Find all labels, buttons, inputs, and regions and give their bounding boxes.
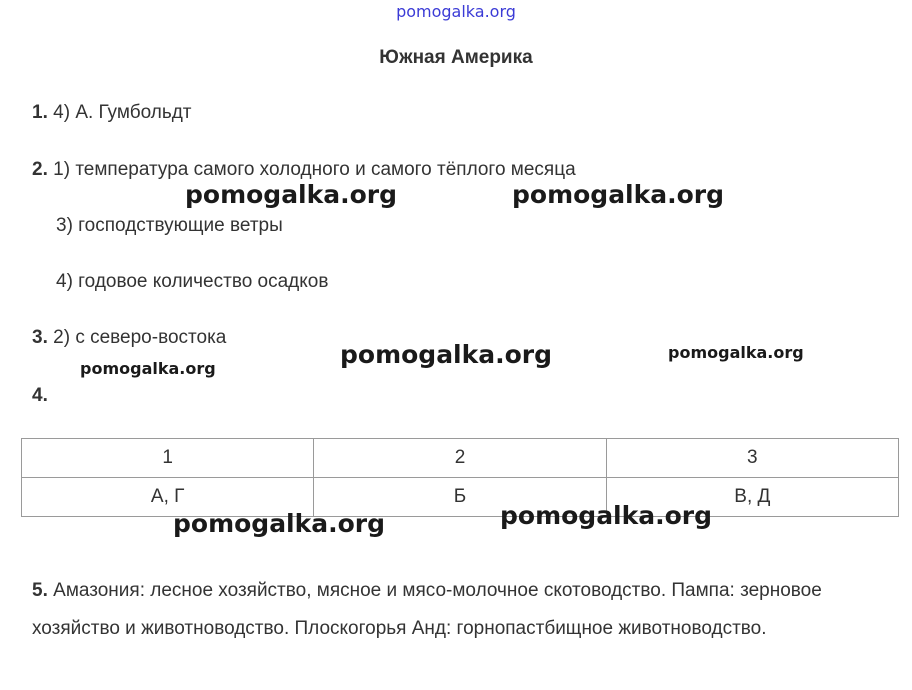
watermark: pomogalka.org	[340, 340, 553, 369]
answer-2-number: 2.	[32, 159, 48, 180]
answer-3-number: 3.	[32, 327, 48, 348]
table-header-cell: 3	[606, 439, 898, 478]
answer-4	[32, 385, 48, 407]
watermark: pomogalka.org	[80, 359, 216, 378]
answer-2-item: 3) господствующие ветры	[56, 215, 283, 236]
answer-3	[32, 327, 226, 349]
answer-5	[32, 572, 862, 648]
answer-table	[21, 438, 899, 517]
table-cell: В, Д	[606, 478, 898, 517]
answer-2-item: 1) температура самого холодного и самого тёплого месяца	[53, 159, 576, 180]
table-header-cell: 2	[314, 439, 606, 478]
table-cell: А, Г	[22, 478, 314, 517]
answer-1	[32, 102, 192, 124]
table-row	[22, 478, 899, 517]
table-cell: Б	[314, 478, 606, 517]
table-header-row	[22, 439, 899, 478]
answer-2	[32, 159, 576, 181]
answer-5-number: 5.	[32, 580, 48, 601]
watermark: pomogalka.org	[512, 180, 725, 209]
answer-1-number: 1.	[32, 102, 48, 123]
answer-3-text: 2) с северо-востока	[53, 327, 227, 348]
answer-1-text: 4) А. Гумбольдт	[53, 102, 192, 123]
watermark: pomogalka.org	[185, 180, 398, 209]
answer-5-text: Амазония: лесное хозяйство, мясное и мясо-молочное скотоводство. Пампа: зерновое хозяйство и животноводство. Плоскогорья Анд: горнопастбищное животноводство.	[32, 580, 822, 639]
page-title: Южная Америка	[379, 47, 533, 68]
watermark: pomogalka.org	[500, 501, 713, 530]
answer-4-number: 4.	[32, 385, 48, 406]
watermark: pomogalka.org	[173, 509, 386, 538]
answer-2-item: 4) годовое количество осадков	[56, 271, 329, 292]
watermark: pomogalka.org	[668, 343, 804, 362]
header-watermark: pomogalka.org	[396, 2, 516, 21]
table-header-cell: 1	[22, 439, 314, 478]
